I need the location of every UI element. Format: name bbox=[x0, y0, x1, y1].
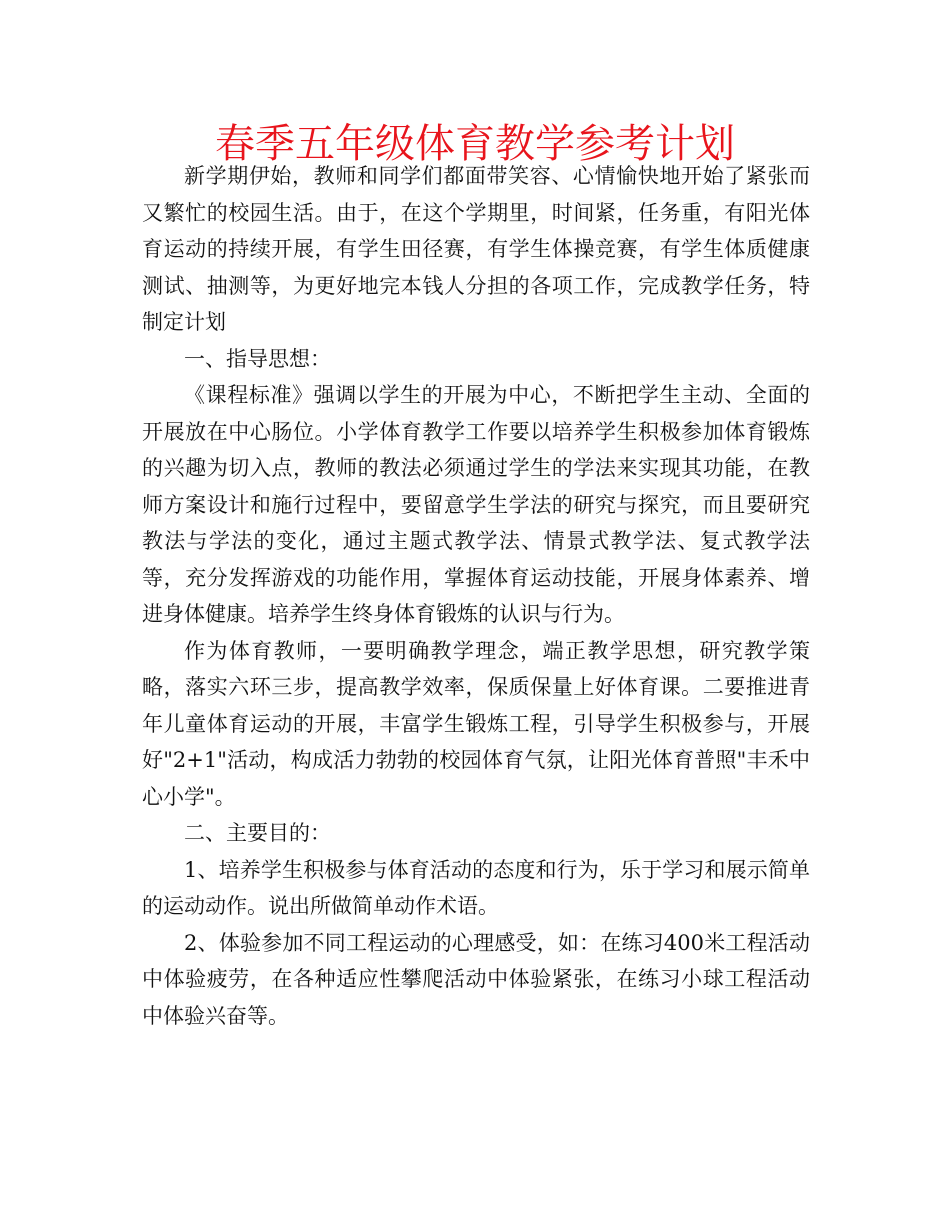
document-title: 春季五年级体育教学参考计划 bbox=[215, 121, 735, 167]
paragraph-guiding-thought: 《课程标准》强调以学生的开展为中心，不断把学生主动、全面的开展放在中心肠位。小学体育教学工作要以培养学生积极参加体育锻炼的兴趣为切入点，教师的教法必须通过学生的学法来实现其功能，在教师方案设计和施行过程中，要留意学生学法的研究与探究，而且要研究教法与学法的变化，通过主题式教学法、情景式教学法、复式教学法等，充分发挥游戏的功能作用，掌握体育运动技能，开展身体素养、增进身体健康。培养学生终身体育锻炼的认识与行为。 bbox=[142, 383, 810, 626]
heading-main-goals: 二、主要目的： bbox=[184, 821, 331, 845]
heading-guiding-thought: 一、指导思想： bbox=[184, 346, 331, 371]
document-body bbox=[142, 158, 810, 1034]
paragraph-goal-1: 1、培养学生积极参与体育活动的态度和行为，乐于学习和展示简单的运动动作。说出所做简单动作术语。 bbox=[142, 857, 810, 918]
paragraph-teacher-role: 作为体育教师，一要明确教学理念，端正教学思想，研究教学策略，落实六环三步，提高教学效率，保质保量上好体育课。二要推进青年儿童体育运动的开展，丰富学生锻炼工程，引导学生积极参与，开展好"2+1"活动，构成活力勃勃的校园体育气氛，让阳光体育普照"丰禾中心小学"。 bbox=[142, 638, 810, 809]
paragraph-goal-2: 2、体验参加不同工程运动的心理感受，如：在练习400米工程活动中体验疲劳，在各种适应性攀爬活动中体验紧张，在练习小球工程活动中体验兴奋等。 bbox=[142, 930, 810, 1028]
paragraph-intro: 新学期伊始，教师和同学们都面带笑容、心情愉快地开始了紧张而又繁忙的校园生活。由于，在这个学期里，时间紧，任务重，有阳光体育运动的持续开展，有学生田径赛，有学生体操竞赛，有学生体质健康测试、抽测等，为更好地完本钱人分担的各项工作，完成教学任务，特制定计划 bbox=[142, 164, 810, 334]
